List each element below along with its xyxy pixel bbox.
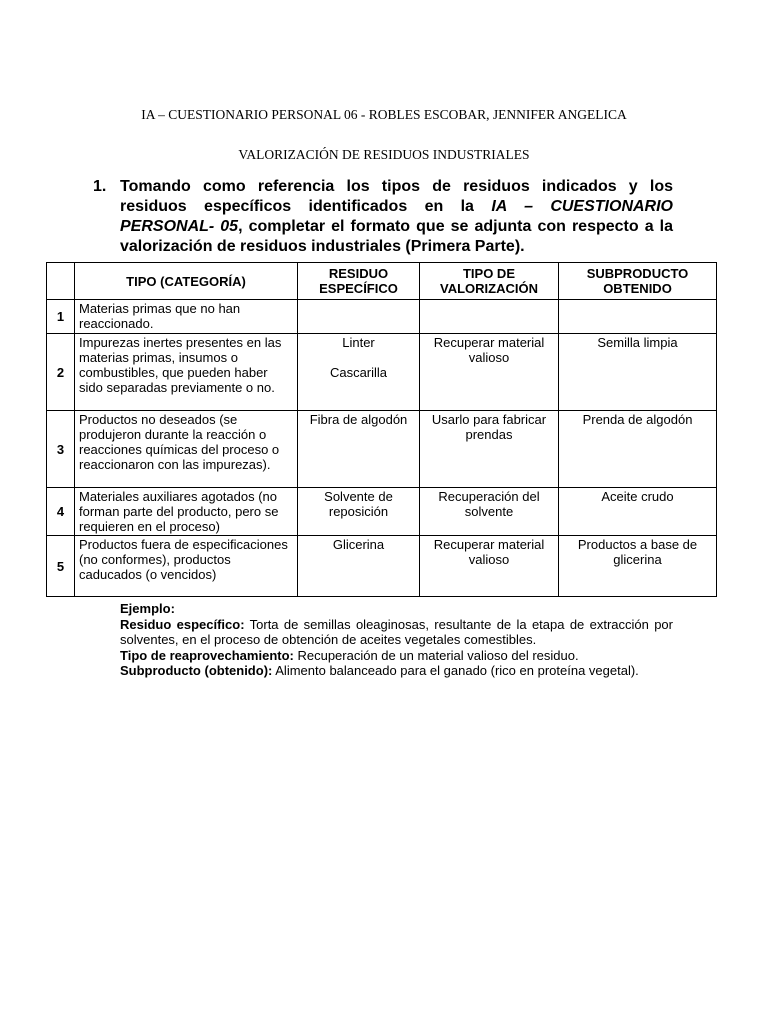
example-residuo-text: Torta de semillas oleaginosas, resultante de la etapa de extracción por solventes, en el proceso de obtención de aceites vegetales comestibles. bbox=[120, 616, 673, 647]
table-row bbox=[47, 334, 717, 411]
example-residuo-label: Residuo específico: bbox=[120, 616, 245, 632]
table-header-row bbox=[47, 263, 717, 300]
cell-valorizacion: Usarlo para fabricar prendas bbox=[420, 411, 559, 488]
table-row bbox=[47, 411, 717, 488]
cell-subproducto bbox=[559, 300, 717, 334]
cell-tipo: Materiales auxiliares agotados (no forman parte del producto, pero se requieren en el proceso) bbox=[75, 488, 298, 536]
table-row bbox=[47, 300, 717, 334]
document-subtitle: VALORIZACIÓN DE RESIDUOS INDUSTRIALES bbox=[238, 147, 530, 162]
question-text-part: , completar el formato que se adjunta con respecto a la valorización de residuos industriales (Primera Parte). bbox=[120, 218, 674, 255]
cell-residuo bbox=[298, 300, 420, 334]
row-number: 3 bbox=[47, 411, 75, 488]
cell-subproducto: Prenda de algodón bbox=[559, 411, 717, 488]
cell-subproducto: Productos a base de glicerina bbox=[559, 536, 717, 597]
cell-tipo: Materias primas que no han reaccionado. bbox=[75, 300, 298, 334]
document-header: IA – CUESTIONARIO PERSONAL 06 - ROBLES ESCOBAR, JENNIFER ANGELICA bbox=[141, 107, 627, 122]
cell-residuo-line: Cascarilla bbox=[329, 365, 388, 380]
cell-valorizacion: Recuperar material valioso bbox=[420, 334, 559, 411]
valorization-table bbox=[46, 262, 717, 597]
cell-tipo: Impurezas inertes presentes en las materias primas, insumos o combustibles, que pueden haber sido separadas previamente o no. bbox=[75, 334, 298, 411]
cell-valorizacion: Recuperar material valioso bbox=[420, 536, 559, 597]
example-title: Ejemplo: bbox=[120, 601, 175, 616]
header-valorizacion: TIPO DE VALORIZACIÓN bbox=[420, 263, 559, 300]
example-subproducto-label: Subproducto (obtenido): bbox=[120, 663, 273, 678]
example-tipo-text: Recuperación de un material valioso del residuo. bbox=[293, 647, 579, 663]
table-row bbox=[47, 488, 717, 536]
cell-subproducto: Aceite crudo bbox=[559, 488, 717, 536]
question-text-italic: IA – CUESTIONARIO PERSONAL- 05 bbox=[120, 198, 673, 235]
question-number: 1. bbox=[93, 178, 107, 195]
cell-valorizacion bbox=[420, 300, 559, 334]
cell-tipo: Productos no deseados (se produjeron durante la reacción o reacciones químicas del proceso o reaccionaron con las impurezas). bbox=[75, 411, 298, 488]
row-number: 1 bbox=[47, 300, 75, 334]
header-tipo: TIPO (CATEGORÍA) bbox=[75, 263, 298, 300]
cell-residuo bbox=[298, 334, 420, 411]
table-row bbox=[47, 536, 717, 597]
question-text bbox=[120, 177, 673, 257]
cell-residuo: Fibra de algodón bbox=[298, 411, 420, 488]
question-1 bbox=[93, 177, 673, 257]
example-section bbox=[120, 601, 673, 679]
header-index bbox=[47, 263, 75, 300]
row-number: 4 bbox=[47, 488, 75, 536]
example-subproducto-text: Alimento balanceado para el ganado (rico en proteína vegetal). bbox=[272, 663, 639, 678]
cell-residuo: Solvente de reposición bbox=[298, 488, 420, 536]
row-number: 2 bbox=[47, 334, 75, 411]
cell-tipo: Productos fuera de especificaciones (no conformes), productos caducados (o vencidos) bbox=[75, 536, 298, 597]
cell-residuo-line: Linter bbox=[342, 335, 375, 350]
header-subproducto: SUBPRODUCTO OBTENIDO bbox=[559, 263, 717, 300]
cell-residuo: Glicerina bbox=[298, 536, 420, 597]
cell-valorizacion: Recuperación del solvente bbox=[420, 488, 559, 536]
example-tipo-label: Tipo de reaprovechamiento: bbox=[120, 647, 294, 663]
question-text-part: Tomando como referencia los tipos de residuos indicados y los residuos específicos identificados en la bbox=[120, 178, 673, 215]
header-residuo: RESIDUO ESPECÍFICO bbox=[298, 263, 420, 300]
row-number: 5 bbox=[47, 536, 75, 597]
cell-subproducto: Semilla limpia bbox=[559, 334, 717, 411]
